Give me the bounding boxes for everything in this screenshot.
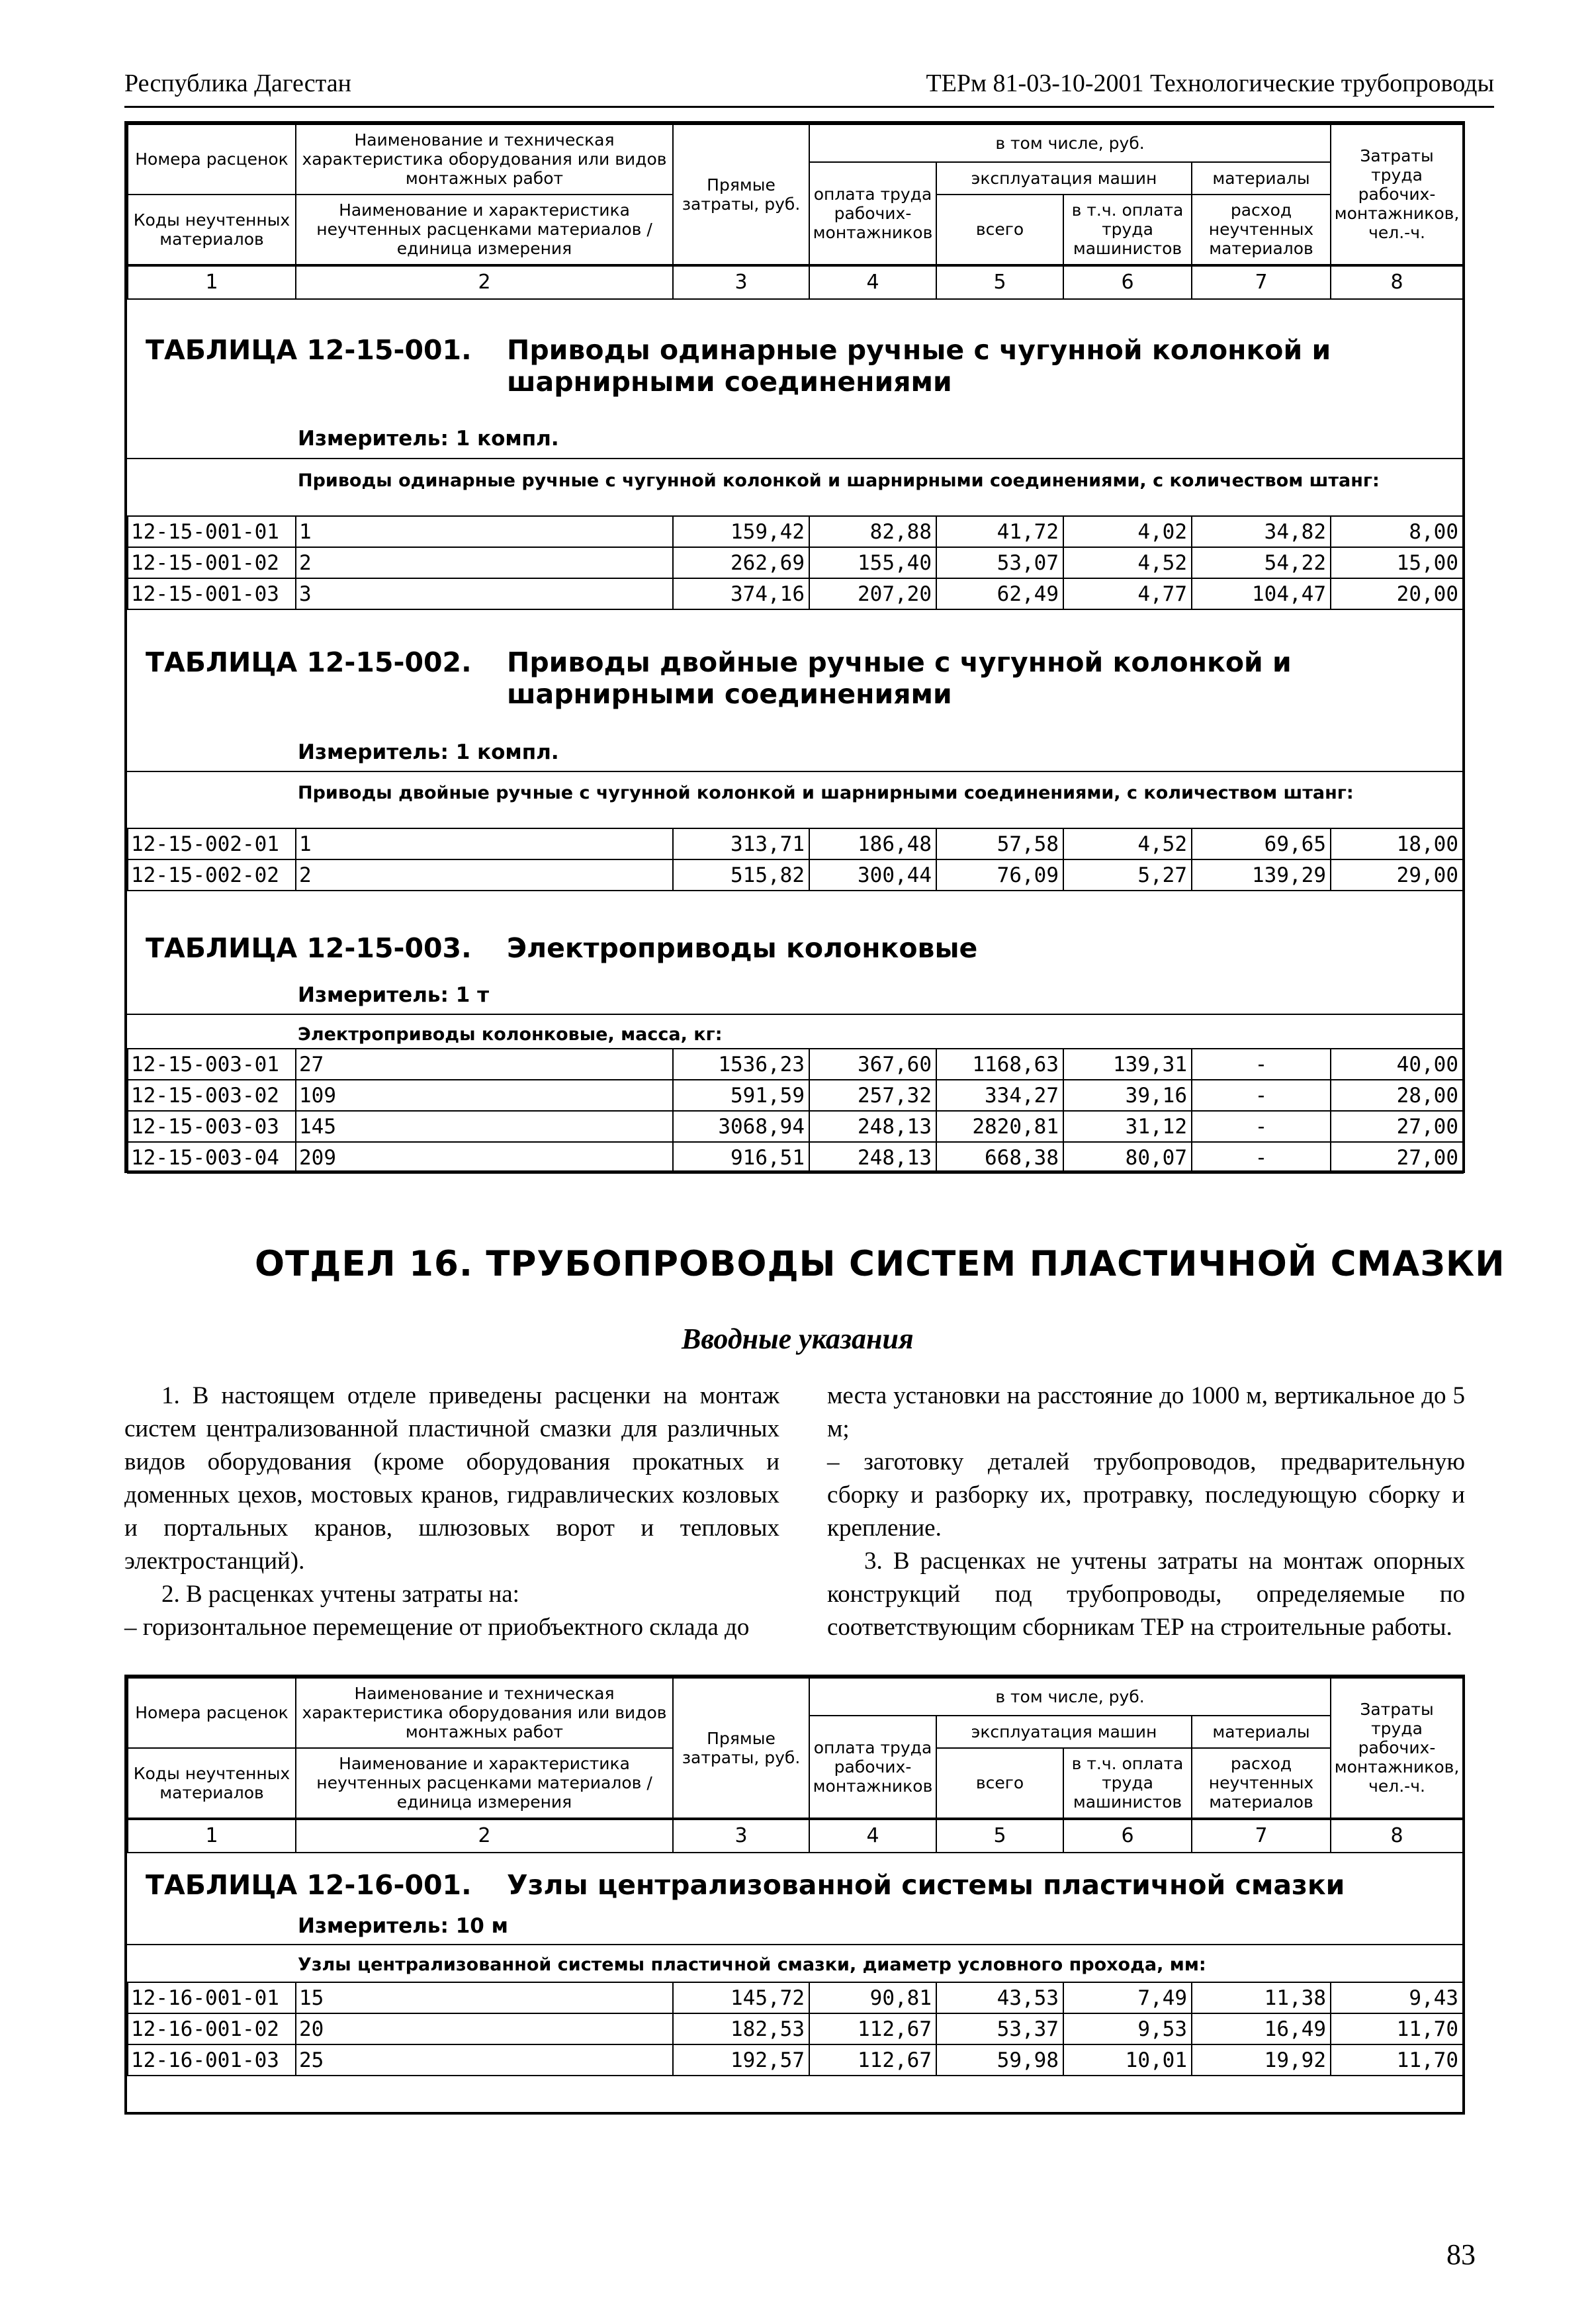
table-name: Приводы двойные ручные с чугунной колонкой и шарнирными соединениями xyxy=(507,646,1292,710)
rate-code-cell: 12-16-001-02 xyxy=(128,2013,296,2044)
header-machines-total: всего xyxy=(936,1748,1063,1819)
rate-param-cell: 1 xyxy=(296,516,673,547)
rate-param-cell: 3 xyxy=(296,578,673,609)
rate-code-cell: 12-15-001-02 xyxy=(128,547,296,578)
value-cell: 27,00 xyxy=(1331,1142,1463,1173)
intro-paragraph-1: 1. В настоящем отделе приведены расценки на монтаж систем централизованной пластичной смазки для различных видов оборудования (кроме оборудования прокатных и доменных цехов, мостовых кранов, гидравлических козловых и портальных кранов, шлюзовых ворот и тепловых электростанций). xyxy=(124,1382,779,1575)
rates-table-block-1 xyxy=(124,121,1465,1173)
value-cell: 27,00 xyxy=(1331,1111,1463,1142)
table-row xyxy=(128,828,1463,859)
value-cell: 7,49 xyxy=(1063,1982,1192,2013)
rate-code-cell: 12-15-003-02 xyxy=(128,1080,296,1111)
value-cell: 2820,81 xyxy=(936,1111,1063,1142)
rate-code-cell: 12-15-003-01 xyxy=(128,1049,296,1080)
header-document-code: ТЕРм 81-03-10-2001 Технологические трубопроводы xyxy=(926,69,1494,97)
value-cell: 262,69 xyxy=(673,547,809,578)
value-cell: 313,71 xyxy=(673,828,809,859)
header-labor-costs: Затраты труда рабочих-монтажников, чел.-ч. xyxy=(1331,124,1463,265)
value-cell: 139,31 xyxy=(1063,1049,1192,1080)
value-cell: 248,13 xyxy=(809,1142,936,1173)
value-cell: 31,12 xyxy=(1063,1111,1192,1142)
value-cell: 155,40 xyxy=(809,547,936,578)
intro-bullet-1: – горизонтальное перемещение от приобъектного склада до xyxy=(124,1614,750,1641)
col-num: 5 xyxy=(936,265,1063,299)
rate-code-cell: 12-15-003-03 xyxy=(128,1111,296,1142)
value-cell: 69,65 xyxy=(1192,828,1331,859)
value-cell: 18,00 xyxy=(1331,828,1463,859)
value-cell: 4,52 xyxy=(1063,828,1192,859)
rate-code-cell: 12-15-002-02 xyxy=(128,859,296,891)
header-materials-name: Наименование и характеристика неучтенных расценками материалов / единица измерения xyxy=(296,195,673,265)
row-group-label: Приводы одинарные ручные с чугунной колонкой и шарнирными соединениями, с количеством штанг: xyxy=(298,470,1380,491)
value-cell: 40,00 xyxy=(1331,1049,1463,1080)
value-cell: 11,70 xyxy=(1331,2013,1463,2044)
value-cell: 3068,94 xyxy=(673,1111,809,1142)
table-name: Узлы централизованной системы пластичной смазки xyxy=(507,1869,1345,1901)
value-cell: 182,53 xyxy=(673,2013,809,2044)
table-code: ТАБЛИЦА 12-15-002. xyxy=(146,646,472,678)
value-cell: 916,51 xyxy=(673,1142,809,1173)
value-cell: 11,70 xyxy=(1331,2044,1463,2076)
col-num: 8 xyxy=(1331,1819,1463,1853)
header-worker-pay: оплата труда рабочих-монтажников xyxy=(809,162,936,265)
header-including: в том числе, руб. xyxy=(809,124,1331,162)
rates-rows xyxy=(127,515,1464,610)
table-row xyxy=(128,1142,1463,1173)
header-region: Республика Дагестан xyxy=(124,69,351,97)
table-row xyxy=(128,547,1463,578)
value-cell: 54,22 xyxy=(1192,547,1331,578)
value-cell: 207,20 xyxy=(809,578,936,609)
header-machine-operation: эксплуатация машин xyxy=(936,162,1192,195)
divider xyxy=(127,1944,1462,1945)
intro-right-column xyxy=(827,1380,1465,1644)
header-operator-pay: в т.ч. оплата труда машинистов xyxy=(1063,195,1192,265)
rates-rows xyxy=(127,1982,1464,2076)
table-row xyxy=(128,2044,1463,2076)
rate-code-cell: 12-15-003-04 xyxy=(128,1142,296,1173)
table-code: ТАБЛИЦА 12-16-001. xyxy=(146,1869,472,1901)
col-num: 4 xyxy=(809,265,936,299)
value-cell: 10,01 xyxy=(1063,2044,1192,2076)
row-group-label: Приводы двойные ручные с чугунной колонкой и шарнирными соединениями, с количеством штанг: xyxy=(298,783,1354,803)
table-name: Электроприводы колонковые xyxy=(507,932,978,964)
header-work-name: Наименование и техническая характеристика оборудования или видов монтажных работ xyxy=(296,1678,673,1748)
value-cell: 80,07 xyxy=(1063,1142,1192,1173)
col-num: 3 xyxy=(673,265,809,299)
value-cell: 145,72 xyxy=(673,1982,809,2013)
value-cell: 43,53 xyxy=(936,1982,1063,2013)
col-num: 6 xyxy=(1063,265,1192,299)
value-cell: 591,59 xyxy=(673,1080,809,1111)
rate-param-cell: 15 xyxy=(296,1982,673,2013)
value-cell: 159,42 xyxy=(673,516,809,547)
rate-param-cell: 109 xyxy=(296,1080,673,1111)
header-machines-total: всего xyxy=(936,195,1063,265)
value-cell: 53,37 xyxy=(936,2013,1063,2044)
col-num: 3 xyxy=(673,1819,809,1853)
table-row xyxy=(128,1982,1463,2013)
col-num: 7 xyxy=(1192,1819,1331,1853)
header-unaccounted-codes: Коды неучтенных материалов xyxy=(128,1748,296,1819)
header-including: в том числе, руб. xyxy=(809,1678,1331,1716)
table-measure: Измеритель: 1 компл. xyxy=(298,427,559,451)
divider xyxy=(127,1014,1462,1015)
header-direct-costs: Прямые затраты, руб. xyxy=(673,1678,809,1819)
intro-paragraph-3: 3. В расценках не учтены затраты на монтаж опорных конструкций под трубопроводы, определяемые по соответствующим сборникам ТЕР на строительные работы. xyxy=(827,1548,1465,1641)
page-number: 83 xyxy=(1446,2238,1476,2271)
table-row xyxy=(128,1080,1463,1111)
value-cell: 9,43 xyxy=(1331,1982,1463,2013)
row-group-label: Электроприводы колонковые, масса, кг: xyxy=(298,1024,723,1045)
intro-bullet-1-cont: места установки на расстояние до 1000 м, вертикальное до 5 м; xyxy=(827,1382,1465,1442)
rate-param-cell: 145 xyxy=(296,1111,673,1142)
section-title: ОТДЕЛ 16. ТРУБОПРОВОДЫ СИСТЕМ ПЛАСТИЧНОЙ СМАЗКИ xyxy=(255,1244,1505,1284)
value-cell: 334,27 xyxy=(936,1080,1063,1111)
header-materials: материалы xyxy=(1192,1716,1331,1748)
value-cell: - xyxy=(1192,1080,1331,1111)
rate-param-cell: 27 xyxy=(296,1049,673,1080)
value-cell: 41,72 xyxy=(936,516,1063,547)
header-direct-costs: Прямые затраты, руб. xyxy=(673,124,809,265)
value-cell: 62,49 xyxy=(936,578,1063,609)
rate-code-cell: 12-15-001-01 xyxy=(128,516,296,547)
table-row xyxy=(128,2013,1463,2044)
value-cell: 57,58 xyxy=(936,828,1063,859)
rate-code-cell: 12-16-001-03 xyxy=(128,2044,296,2076)
col-num: 5 xyxy=(936,1819,1063,1853)
column-header xyxy=(127,1677,1464,1853)
header-materials-consumption: расход неучтенных материалов xyxy=(1192,195,1331,265)
divider xyxy=(127,771,1462,772)
header-materials-consumption: расход неучтенных материалов xyxy=(1192,1748,1331,1819)
col-num: 6 xyxy=(1063,1819,1192,1853)
value-cell: 104,47 xyxy=(1192,578,1331,609)
table-row xyxy=(128,516,1463,547)
divider xyxy=(127,458,1462,459)
rate-param-cell: 2 xyxy=(296,859,673,891)
table-code: ТАБЛИЦА 12-15-001. xyxy=(146,334,472,366)
value-cell: 186,48 xyxy=(809,828,936,859)
table-title xyxy=(146,1869,1345,1901)
table-measure: Измеритель: 1 т xyxy=(298,983,490,1007)
intro-bullet-2: – заготовку деталей трубопроводов, предварительную сборку и разборку их, протравку, последующую сборку и крепление. xyxy=(827,1448,1465,1542)
value-cell: 9,53 xyxy=(1063,2013,1192,2044)
table-measure: Измеритель: 10 м xyxy=(298,1914,508,1938)
table-title xyxy=(146,334,1331,398)
table-code: ТАБЛИЦА 12-15-003. xyxy=(146,932,472,964)
value-cell: 11,38 xyxy=(1192,1982,1331,2013)
value-cell: 1168,63 xyxy=(936,1049,1063,1080)
rate-code-cell: 12-15-001-03 xyxy=(128,578,296,609)
header-materials-name: Наименование и характеристика неучтенных расценками материалов / единица измерения xyxy=(296,1748,673,1819)
table-row xyxy=(128,1111,1463,1142)
header-labor-costs: Затраты труда рабочих-монтажников, чел.-ч. xyxy=(1331,1678,1463,1819)
value-cell: 112,67 xyxy=(809,2044,936,2076)
value-cell: 19,92 xyxy=(1192,2044,1331,2076)
value-cell: 257,32 xyxy=(809,1080,936,1111)
value-cell: 139,29 xyxy=(1192,859,1331,891)
table-title xyxy=(146,932,978,964)
table-measure: Измеритель: 1 компл. xyxy=(298,740,559,764)
value-cell: 59,98 xyxy=(936,2044,1063,2076)
value-cell: 82,88 xyxy=(809,516,936,547)
value-cell: 15,00 xyxy=(1331,547,1463,578)
intro-left-column xyxy=(124,1380,779,1644)
value-cell: 4,77 xyxy=(1063,578,1192,609)
value-cell: 53,07 xyxy=(936,547,1063,578)
value-cell: 248,13 xyxy=(809,1111,936,1142)
intro-paragraph-2: 2. В расценках учтены затраты на: xyxy=(161,1581,519,1608)
value-cell: 5,27 xyxy=(1063,859,1192,891)
value-cell: 90,81 xyxy=(809,1982,936,2013)
value-cell: 192,57 xyxy=(673,2044,809,2076)
row-group-label: Узлы централизованной системы пластичной смазки, диаметр условного прохода, мм: xyxy=(298,1954,1206,1975)
value-cell: 34,82 xyxy=(1192,516,1331,547)
col-num: 4 xyxy=(809,1819,936,1853)
rates-rows xyxy=(127,1048,1464,1174)
rate-param-cell: 20 xyxy=(296,2013,673,2044)
value-cell: 374,16 xyxy=(673,578,809,609)
table-row xyxy=(128,1049,1463,1080)
section-subtitle: Вводные указания xyxy=(682,1323,914,1355)
col-num: 2 xyxy=(296,1819,673,1853)
value-cell: - xyxy=(1192,1142,1331,1173)
table-row xyxy=(128,859,1463,891)
value-cell: 4,52 xyxy=(1063,547,1192,578)
value-cell: 515,82 xyxy=(673,859,809,891)
header-worker-pay: оплата труда рабочих-монтажников xyxy=(809,1716,936,1819)
col-num: 1 xyxy=(128,1819,296,1853)
rates-table-block-2 xyxy=(124,1675,1465,2115)
value-cell: 39,16 xyxy=(1063,1080,1192,1111)
rate-code-cell: 12-16-001-01 xyxy=(128,1982,296,2013)
value-cell: 300,44 xyxy=(809,859,936,891)
running-header xyxy=(124,66,1494,108)
header-work-name: Наименование и техническая характеристика оборудования или видов монтажных работ xyxy=(296,124,673,195)
table-title xyxy=(146,646,1292,710)
rates-rows xyxy=(127,828,1464,891)
header-unaccounted-codes: Коды неучтенных материалов xyxy=(128,195,296,265)
header-rate-numbers: Номера расценок xyxy=(128,1678,296,1748)
value-cell: 367,60 xyxy=(809,1049,936,1080)
value-cell: 668,38 xyxy=(936,1142,1063,1173)
header-materials: материалы xyxy=(1192,162,1331,195)
value-cell: 8,00 xyxy=(1331,516,1463,547)
value-cell: 112,67 xyxy=(809,2013,936,2044)
rate-param-cell: 209 xyxy=(296,1142,673,1173)
table-name: Приводы одинарные ручные с чугунной колонкой и шарнирными соединениями xyxy=(507,334,1331,398)
value-cell: 4,02 xyxy=(1063,516,1192,547)
value-cell: 29,00 xyxy=(1331,859,1463,891)
table-row xyxy=(128,578,1463,609)
col-num: 7 xyxy=(1192,265,1331,299)
value-cell: 28,00 xyxy=(1331,1080,1463,1111)
rate-param-cell: 25 xyxy=(296,2044,673,2076)
value-cell: 16,49 xyxy=(1192,2013,1331,2044)
value-cell: - xyxy=(1192,1111,1331,1142)
col-num: 1 xyxy=(128,265,296,299)
header-operator-pay: в т.ч. оплата труда машинистов xyxy=(1063,1748,1192,1819)
header-rate-numbers: Номера расценок xyxy=(128,124,296,195)
value-cell: 20,00 xyxy=(1331,578,1463,609)
col-num: 8 xyxy=(1331,265,1463,299)
value-cell: 76,09 xyxy=(936,859,1063,891)
value-cell: - xyxy=(1192,1049,1331,1080)
rate-code-cell: 12-15-002-01 xyxy=(128,828,296,859)
column-header xyxy=(127,124,1464,300)
value-cell: 1536,23 xyxy=(673,1049,809,1080)
rate-param-cell: 1 xyxy=(296,828,673,859)
header-machine-operation: эксплуатация машин xyxy=(936,1716,1192,1748)
rate-param-cell: 2 xyxy=(296,547,673,578)
col-num: 2 xyxy=(296,265,673,299)
